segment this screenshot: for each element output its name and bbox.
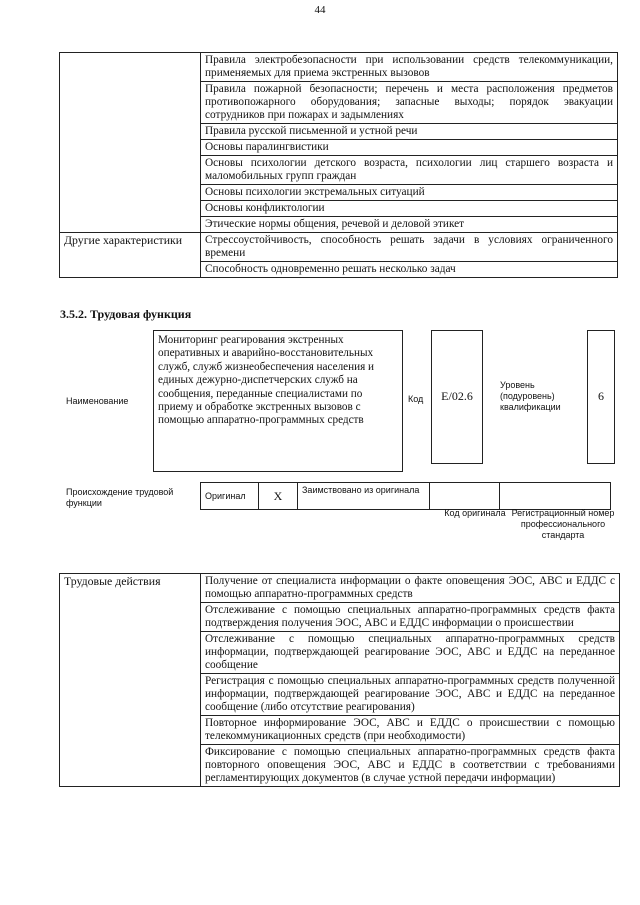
borrowed-label: Заимствовано из оригинала: [298, 483, 430, 510]
page-number: 44: [314, 4, 326, 16]
registration-number-cell: [500, 483, 611, 510]
name-label: Наименование: [66, 396, 129, 406]
code-label: Код: [408, 394, 424, 404]
table-cell: Основы психологии экстремальных ситуаций: [201, 185, 618, 201]
table-cell: Получение от специалиста информации о факте оповещения ЭОС, АВС и ЕДДС с помощью аппаратно-программных средств: [201, 574, 620, 603]
table-cell: Правила пожарной безопасности; перечень и места расположения предметов противопожарного оборудования; запасные выходы; порядок эвакуации сотрудников при пожарах и задымлениях: [201, 82, 618, 124]
registration-caption: Регистрационный номер профессионального стандарта: [511, 508, 615, 540]
table-cell: Регистрация с помощью специальных аппаратно-программных средств полученной информации, подтверждающей реагирование ЭОС, АВС и ЕДДС на переданное сообщение (либо отсутствие реагирования): [201, 674, 620, 716]
other-characteristics-label: Другие характеристики: [60, 233, 201, 278]
table-cell: Стрессоустойчивость, способность решать задачи в условиях ограниченного времени: [201, 233, 618, 262]
table-cell-empty: [60, 53, 201, 233]
table-cell: Правила русской письменной и устной речи: [201, 124, 618, 140]
table-cell: Правила электробезопасности при использовании средств телекоммуникации, применяемых для приема экстренных вызовов: [201, 53, 618, 82]
table-row: [60, 53, 618, 82]
table-cell: Основы психологии детского возраста, психологии лиц старшего возраста и маломобильных групп граждан: [201, 156, 618, 185]
table-cell: Фиксирование с помощью специальных аппаратно-программных средств факта повторного оповещения ЭОС, АВС и ЕДДС в соответствии с требованиями регламентирующих документов (в случае устной передачи информации): [201, 745, 620, 787]
table-row: [60, 233, 618, 262]
table-cell: Повторное информирование ЭОС, АВС и ЕДДС о происшествии с помощью телекоммуникационных средств (при необходимости): [201, 716, 620, 745]
table-row: [60, 574, 620, 603]
origin-label: Происхождение трудовой функции: [66, 487, 174, 508]
table-cell: Основы паралингвистики: [201, 140, 618, 156]
level-label: Уровень (подуровень) квалификации: [500, 380, 561, 412]
original-code-cell: [430, 483, 500, 510]
table-cell: Этические нормы общения, речевой и деловой этикет: [201, 217, 618, 233]
table-cell: Основы конфликтологии: [201, 201, 618, 217]
table-row: [201, 483, 611, 510]
section-heading: 3.5.2. Трудовая функция: [60, 307, 192, 321]
function-code-value: E/02.6: [431, 330, 483, 464]
original-label: Оригинал: [201, 483, 259, 510]
table-cell: Способность одновременно решать несколько задач: [201, 262, 618, 278]
table-cell: Отслеживание с помощью специальных аппаратно-программных средств информации, подтверждающей реагирование ЭОС, АВС и ЕДДС на переданное сообщение: [201, 632, 620, 674]
function-name-value: Мониторинг реагирования экстренных оперативных и аварийно-восстановительных служб, служб жизнеобеспечения населения и единых дежурно-диспетчерских служб на сообщения, переданные специалистами по приему и обработке экстренных вызовов с помощью аппаратно-программных средств: [153, 330, 403, 472]
labor-actions-table: [59, 573, 620, 787]
knowledge-table: [59, 52, 618, 278]
original-mark: X: [259, 483, 298, 510]
origin-table: [200, 482, 611, 510]
qualification-level-value: 6: [587, 330, 615, 464]
table-cell: Отслеживание с помощью специальных аппаратно-программных средств факта подтверждения получения ЭОС, АВС и ЕДДС информации о происшествии: [201, 603, 620, 632]
code-caption: Код оригинала: [444, 508, 506, 518]
labor-actions-label: Трудовые действия: [60, 574, 201, 787]
